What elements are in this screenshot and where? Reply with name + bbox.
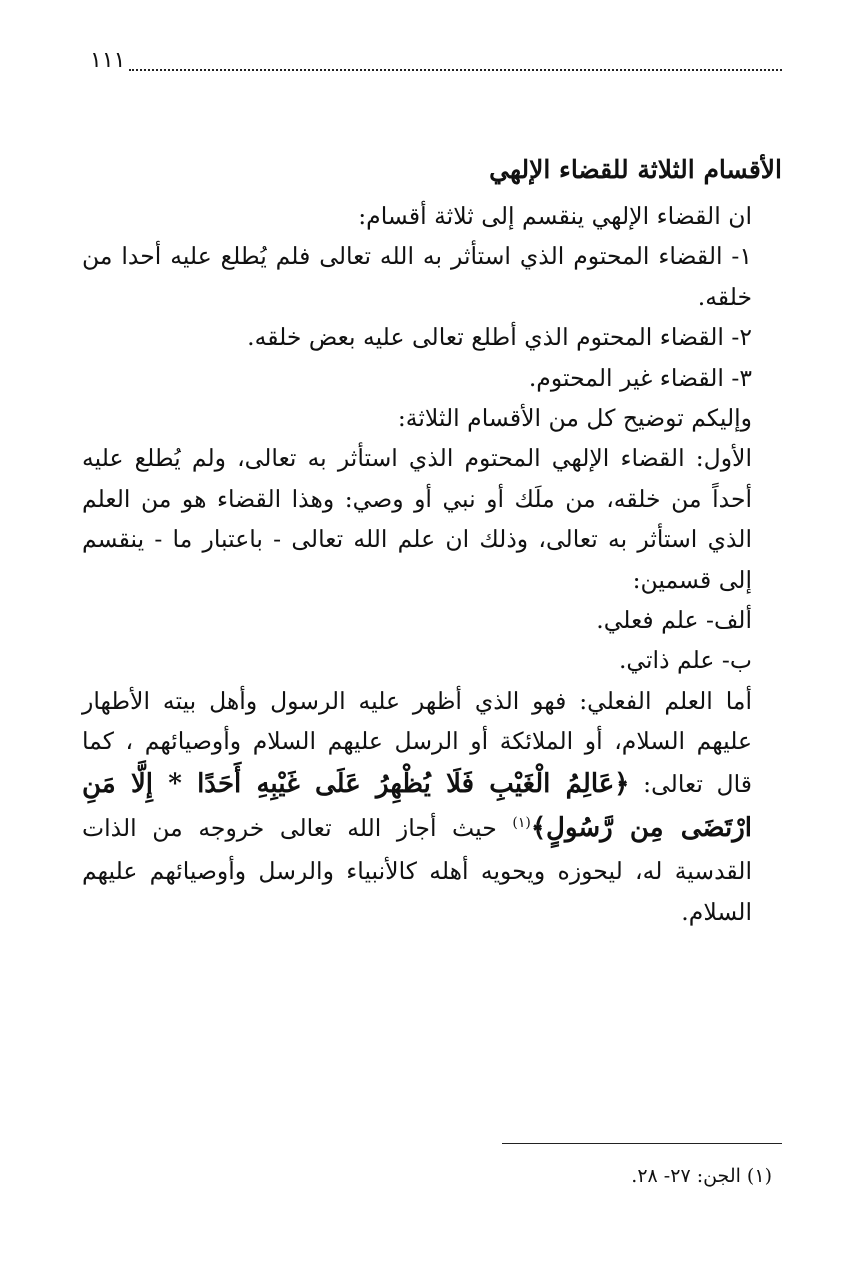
- footnote: (١) الجن: ٢٧- ٢٨.: [631, 1165, 772, 1187]
- section-title: الأقسام الثلاثة للقضاء الإلهي: [489, 155, 782, 184]
- sub-list-item: ب- علم ذاتي.: [618, 646, 752, 675]
- list-item: ٣- القضاء غير المحتوم.: [528, 363, 752, 392]
- paragraph-text: أما العلم الفعلي: فهو الذي أظهر عليه الرسول وأهل بيته الأطهار عليهم السلام، أو الملائكة أو الرسل عليهم السلام وأوصيائهم ، كما قال تعالى:: [82, 686, 752, 798]
- header-dotted-rule: [129, 69, 782, 71]
- page-header: [82, 36, 782, 76]
- paragraph-text: حيث أجاز الله تعالى خروجه من الذات القدسية له، ليحوزه ويحويه أهله كالأنبياء والرسل وأوصيائهم عليهم السلام.: [82, 814, 752, 926]
- intro-paragraph: ان القضاء الإلهي ينقسم إلى ثلاثة أقسام:: [358, 202, 752, 230]
- sub-list-item: ألف- علم فعلي.: [596, 606, 752, 635]
- page-number: ١١١: [90, 48, 126, 73]
- list-item: ١- القضاء المحتوم الذي استأثر به الله تعالى فلم يُطلع عليه أحدا من خلقه.: [82, 242, 752, 311]
- footnote-reference[interactable]: (١): [512, 815, 531, 832]
- quran-verse: ﴿عَالِمُ الْغَيْبِ فَلَا يُظْهِرُ عَلَى غَيْبِهِ أَحَدًا * إِلَّا مَنِ ارْتَضَى مِن رَّسُولٍ﴾: [82, 768, 752, 844]
- list-item: ٢- القضاء المحتوم الذي أطلع تعالى عليه بعض خلقه.: [247, 323, 752, 352]
- page-content: [82, 150, 782, 932]
- footnote-separator: [502, 1143, 782, 1144]
- explain-intro-paragraph: وإليكم توضيح كل من الأقسام الثلاثة:: [397, 404, 752, 433]
- first-section-paragraph: الأول: القضاء الإلهي المحتوم الذي استأثر به تعالى، ولم يُطلع عليه أحداً من خلقه، من ملَك أو نبي أو وصي: وهذا القضاء هو من العلم الذي استأثر به تعالى، وذلك ان علم الله تعالى - باعتبار ما - ينقسم إلى قسمين:: [82, 444, 752, 594]
- active-knowledge-paragraph: [82, 681, 782, 932]
